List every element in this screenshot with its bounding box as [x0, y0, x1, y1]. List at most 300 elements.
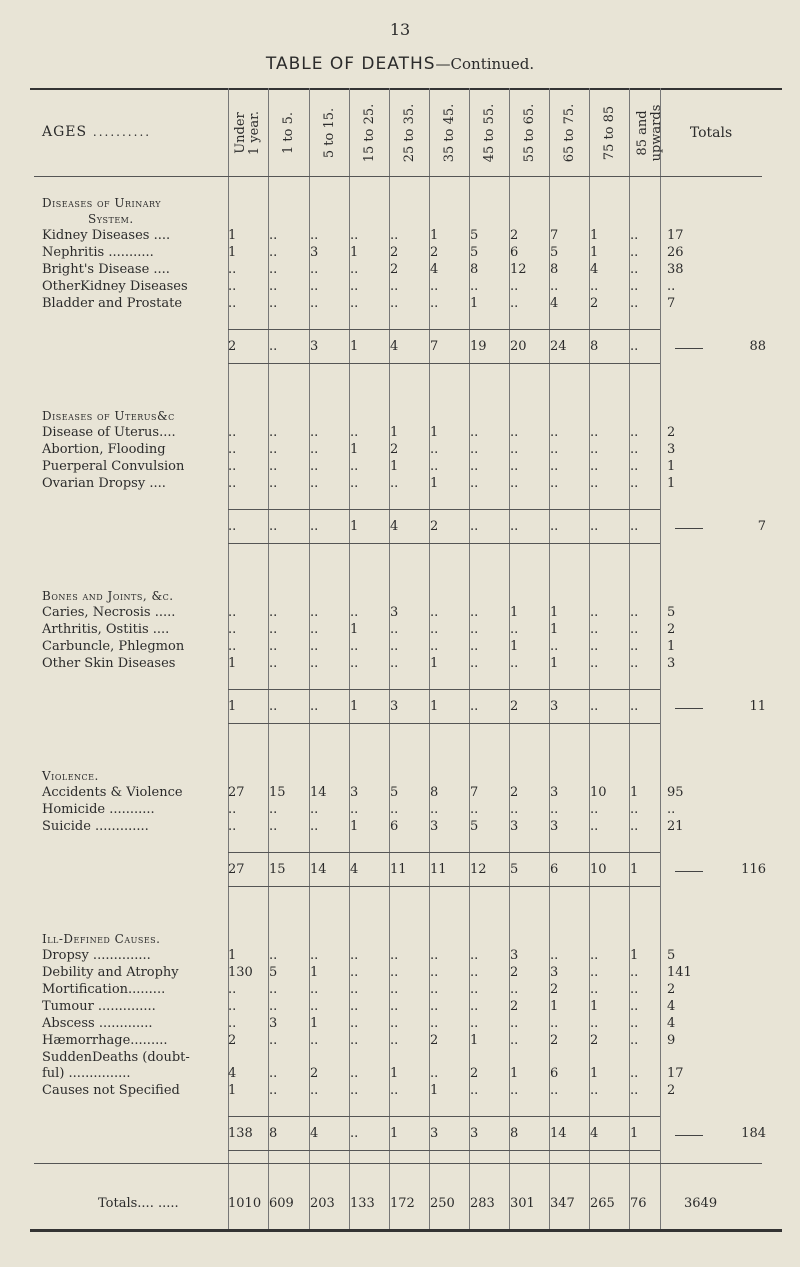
table-cell: .. [470, 999, 479, 1014]
table-cell: .. [390, 1083, 399, 1098]
column-header [550, 92, 590, 174]
subtotal-cell: 10 [590, 862, 607, 877]
table-cell: 2 [510, 228, 519, 243]
table-cell: .. [470, 442, 479, 457]
table-cell: 5 [269, 965, 278, 980]
subtotal-dash [675, 1135, 703, 1136]
table-cell: .. [630, 1066, 639, 1081]
section-grand-total: 11 [749, 699, 766, 714]
table-cell: .. [390, 802, 399, 817]
table-cell: 5 [470, 245, 479, 260]
table-cell: .. [470, 948, 479, 963]
table-cell: .. [630, 459, 639, 474]
table-cell: 1 [590, 228, 599, 243]
table-cell: .. [630, 1033, 639, 1048]
column-header-label: 55 to 65. [522, 103, 537, 163]
table-cell: .. [470, 639, 479, 654]
table-cell: .. [590, 279, 599, 294]
table-cell: .. [390, 965, 399, 980]
subtotal-cell: .. [228, 519, 237, 534]
table-cell: 2 [228, 1033, 237, 1048]
table-cell: 3 [550, 819, 559, 834]
table-cell: .. [228, 425, 237, 440]
table-cell: .. [430, 639, 439, 654]
table-cell: .. [310, 279, 319, 294]
table-cell: .. [350, 1016, 359, 1031]
row-label: Abscess ............. [42, 1016, 153, 1031]
table-cell: 27 [228, 785, 245, 800]
subtotal-cell: .. [550, 519, 559, 534]
column-header-label: 85 and upwards [635, 104, 664, 162]
column-header-label: 65 to 75. [562, 103, 577, 163]
table-cell: 1 [350, 245, 359, 260]
table-cell: .. [550, 476, 559, 491]
table-cell: .. [590, 1083, 599, 1098]
table-cell: .. [590, 948, 599, 963]
table-cell: .. [630, 656, 639, 671]
table-cell: .. [269, 1083, 278, 1098]
subtotal-cell: .. [350, 1126, 359, 1141]
column-header [590, 92, 630, 174]
subtotal-cell: .. [470, 519, 479, 534]
table-cell: 2 [390, 262, 399, 277]
table-cell: .. [630, 476, 639, 491]
table-cell: .. [269, 228, 278, 243]
table-cell: .. [269, 982, 278, 997]
table-cell: .. [390, 1016, 399, 1031]
table-cell: .. [590, 819, 599, 834]
totals-cell: 1010 [228, 1196, 262, 1211]
table-cell: .. [510, 622, 519, 637]
table-cell: .. [228, 639, 237, 654]
table-cell: 7 [470, 785, 479, 800]
table-cell: .. [228, 622, 237, 637]
table-cell: .. [510, 656, 519, 671]
table-cell: .. [310, 605, 319, 620]
table-cell: 2 [470, 1066, 479, 1081]
table-cell: 6 [510, 245, 519, 260]
column-header-label: 5 to 15. [322, 107, 337, 159]
table-cell: .. [269, 296, 278, 311]
subtotal-cell: .. [590, 519, 599, 534]
table-cell: 4 [550, 296, 559, 311]
table-cell: 1 [228, 245, 237, 260]
table-cell: .. [630, 639, 639, 654]
subtotal-cell: 5 [510, 862, 519, 877]
table-cell: .. [430, 982, 439, 997]
row-total: 1 [667, 639, 676, 654]
table-cell: 4 [590, 262, 599, 277]
table-cell: .. [350, 228, 359, 243]
column-header-label: 25 to 35. [402, 103, 417, 163]
table-cell: .. [269, 622, 278, 637]
table-cell: .. [590, 1016, 599, 1031]
row-label: Hæmorrhage......... [42, 1033, 168, 1048]
table-cell: 1 [228, 948, 237, 963]
table-cell: .. [430, 999, 439, 1014]
table-cell: 1 [510, 605, 519, 620]
table-cell: 8 [430, 785, 439, 800]
subtotal-rule-bottom [228, 1150, 660, 1151]
subtotal-cell: 1 [228, 699, 237, 714]
row-total: 2 [667, 425, 676, 440]
subtotal-cell: 20 [510, 339, 527, 354]
subtotal-cell: 138 [228, 1126, 253, 1141]
table-cell: 1 [590, 1066, 599, 1081]
table-cell: .. [510, 1033, 519, 1048]
totals-cell: 76 [630, 1196, 647, 1211]
section-grand-total: 88 [749, 339, 766, 354]
table-cell: .. [550, 802, 559, 817]
table-cell: .. [350, 982, 359, 997]
subtotal-cell: 1 [430, 699, 439, 714]
table-cell: .. [510, 982, 519, 997]
table-cell: 2 [430, 1033, 439, 1048]
table-cell: 1 [430, 1083, 439, 1098]
table-cell: .. [350, 296, 359, 311]
row-label: Causes not Specified [42, 1083, 180, 1098]
table-cell: .. [470, 459, 479, 474]
table-cell: 1 [390, 459, 399, 474]
table-cell: .. [550, 425, 559, 440]
row-total: 2 [667, 1083, 676, 1098]
table-cell: .. [470, 802, 479, 817]
section-grand-total: 7 [757, 519, 766, 534]
table-cell: .. [310, 639, 319, 654]
table-cell: 5 [470, 819, 479, 834]
table-cell: .. [310, 819, 319, 834]
totals-label: Totals.... ..... [98, 1196, 179, 1211]
table-cell: .. [390, 656, 399, 671]
column-header [510, 92, 550, 174]
table-cell: .. [630, 442, 639, 457]
table-cell: .. [310, 999, 319, 1014]
table-cell: 4 [430, 262, 439, 277]
table-cell: 1 [350, 819, 359, 834]
row-total: 38 [667, 262, 684, 277]
table-cell: .. [590, 605, 599, 620]
table-cell: 1 [550, 656, 559, 671]
subtotal-rule-bottom [228, 886, 660, 887]
table-cell: .. [269, 656, 278, 671]
table-cell: .. [430, 296, 439, 311]
table-cell: .. [310, 262, 319, 277]
table-cell: .. [310, 656, 319, 671]
table-cell: .. [269, 279, 278, 294]
table-cell: .. [510, 459, 519, 474]
page-number: 13 [389, 20, 411, 39]
table-cell: 2 [590, 296, 599, 311]
ages-header [42, 124, 151, 140]
section-title-line2: System. [88, 212, 134, 226]
column-header-label: 35 to 45. [442, 103, 457, 163]
row-label: Carbuncle, Phlegmon [42, 639, 185, 654]
table-cell: .. [590, 965, 599, 980]
table-cell: .. [269, 605, 278, 620]
table-cell: .. [350, 639, 359, 654]
subtotal-rule-top [228, 852, 660, 853]
subtotal-cell: 3 [310, 339, 319, 354]
table-cell: .. [590, 802, 599, 817]
table-cell: .. [350, 999, 359, 1014]
totals-cell: 347 [550, 1196, 575, 1211]
table-cell: 3 [269, 1016, 278, 1031]
table-cell: .. [590, 425, 599, 440]
totals-cell: 609 [269, 1196, 294, 1211]
table-cell: .. [630, 965, 639, 980]
table-cell: 1 [430, 476, 439, 491]
table-cell: .. [390, 948, 399, 963]
table-cell: 1 [430, 656, 439, 671]
title-continued: —Continued. [435, 55, 535, 73]
subtotal-cell: 8 [590, 339, 599, 354]
table-title [0, 54, 800, 74]
subtotal-cell: 4 [590, 1126, 599, 1141]
row-label-line2: ful) ............... [42, 1066, 131, 1081]
subtotal-cell: 14 [550, 1126, 567, 1141]
table-cell: .. [269, 245, 278, 260]
table-cell: .. [390, 476, 399, 491]
table-cell: .. [430, 605, 439, 620]
table-cell: 1 [590, 245, 599, 260]
table-cell: .. [269, 425, 278, 440]
row-total: .. [667, 802, 676, 817]
subtotal-cell: 11 [430, 862, 447, 877]
table-cell: .. [470, 476, 479, 491]
row-label: Mortification......... [42, 982, 166, 997]
column-header [470, 92, 510, 174]
table-cell: .. [269, 819, 278, 834]
table-cell: .. [630, 802, 639, 817]
table-cell: .. [310, 425, 319, 440]
table-cell: .. [550, 1083, 559, 1098]
table-cell: .. [430, 948, 439, 963]
subtotal-rule-top [228, 329, 660, 330]
table-cell: 8 [470, 262, 479, 277]
table-cell: .. [630, 605, 639, 620]
row-label: Bright's Disease .... [42, 262, 170, 277]
section-grand-total: 184 [741, 1126, 766, 1141]
table-cell: .. [550, 948, 559, 963]
row-label: Ovarian Dropsy .... [42, 476, 166, 491]
table-cell: 1 [350, 442, 359, 457]
table-cell: .. [470, 279, 479, 294]
table-cell: 1 [228, 656, 237, 671]
table-cell: .. [269, 459, 278, 474]
row-label: Other Skin Diseases [42, 656, 176, 671]
table-cell: 1 [590, 999, 599, 1014]
table-cell: 1 [310, 1016, 319, 1031]
table-cell: .. [350, 262, 359, 277]
row-label: Accidents & Violence [42, 785, 183, 800]
column-header-label: 1 to 5. [281, 112, 296, 154]
table-cell: 3 [350, 785, 359, 800]
subtotal-cell: 1 [350, 699, 359, 714]
subtotal-cell: 3 [390, 699, 399, 714]
subtotal-cell: 27 [228, 862, 245, 877]
table-cell: 1 [630, 785, 639, 800]
table-cell: .. [630, 1016, 639, 1031]
table-cell: .. [590, 656, 599, 671]
table-cell: 1 [470, 1033, 479, 1048]
table-cell: .. [350, 279, 359, 294]
subtotal-cell: .. [470, 699, 479, 714]
table-cell: .. [228, 819, 237, 834]
table-cell: .. [430, 965, 439, 980]
table-cell: .. [228, 262, 237, 277]
table-cell: .. [228, 476, 237, 491]
row-total: 9 [667, 1033, 676, 1048]
table-cell: .. [590, 459, 599, 474]
table-cell: .. [350, 965, 359, 980]
table-cell: .. [630, 228, 639, 243]
table-cell: .. [350, 605, 359, 620]
row-total: 2 [667, 622, 676, 637]
row-total: 17 [667, 1066, 684, 1081]
column-header-label: 45 to 55. [482, 103, 497, 163]
subtotal-cell: 15 [269, 862, 286, 877]
table-cell: .. [550, 442, 559, 457]
subtotal-cell: 1 [630, 1126, 639, 1141]
table-cell: .. [310, 459, 319, 474]
table-cell: .. [630, 622, 639, 637]
table-cell: 1 [550, 605, 559, 620]
table-cell: .. [310, 1083, 319, 1098]
subtotal-cell: .. [590, 699, 599, 714]
table-cell: .. [350, 1066, 359, 1081]
table-cell: .. [470, 1016, 479, 1031]
subtotal-cell: 24 [550, 339, 567, 354]
table-cell: .. [510, 279, 519, 294]
table-cell: 3 [430, 819, 439, 834]
row-label: Nephritis ........... [42, 245, 154, 260]
row-label: Suicide ............. [42, 819, 149, 834]
subtotal-cell: .. [630, 519, 639, 534]
totals-cell: 203 [310, 1196, 335, 1211]
subtotal-cell: 1 [350, 519, 359, 534]
subtotal-cell: 1 [350, 339, 359, 354]
table-cell: .. [590, 982, 599, 997]
table-cell: .. [350, 476, 359, 491]
table-cell: .. [590, 639, 599, 654]
row-label: Dropsy .............. [42, 948, 151, 963]
table-cell: 2 [390, 245, 399, 260]
table-cell: 2 [310, 1066, 319, 1081]
table-cell: .. [390, 639, 399, 654]
table-cell: .. [550, 279, 559, 294]
subtotal-cell: 12 [470, 862, 487, 877]
subtotal-dash [675, 348, 703, 349]
row-total: 1 [667, 459, 676, 474]
subtotal-cell: 19 [470, 339, 487, 354]
table-cell: .. [430, 622, 439, 637]
subtotal-cell: 6 [550, 862, 559, 877]
row-total: 95 [667, 785, 684, 800]
table-cell: .. [510, 802, 519, 817]
table-cell: .. [430, 1016, 439, 1031]
table-cell: .. [390, 279, 399, 294]
row-total: 141 [667, 965, 692, 980]
subtotal-cell: 4 [350, 862, 359, 877]
subtotal-cell: .. [510, 519, 519, 534]
table-cell: .. [630, 982, 639, 997]
subtotal-cell: 7 [430, 339, 439, 354]
subtotal-cell: .. [630, 339, 639, 354]
table-cell: .. [269, 442, 278, 457]
totals-cell: 283 [470, 1196, 495, 1211]
row-total: 1 [667, 476, 676, 491]
subtotal-cell: .. [269, 339, 278, 354]
table-cell: 5 [390, 785, 399, 800]
subtotal-cell: 3 [550, 699, 559, 714]
table-cell: .. [510, 425, 519, 440]
table-cell: 12 [510, 262, 527, 277]
table-cell: .. [310, 476, 319, 491]
subtotal-cell: 2 [430, 519, 439, 534]
table-cell: .. [390, 999, 399, 1014]
table-cell: 14 [310, 785, 327, 800]
subtotal-cell: 3 [430, 1126, 439, 1141]
table-cell: .. [350, 1033, 359, 1048]
table-cell: .. [390, 228, 399, 243]
table-cell: .. [470, 622, 479, 637]
section-title: Violence. [42, 769, 99, 783]
table-cell: 3 [390, 605, 399, 620]
table-cell: .. [269, 999, 278, 1014]
row-label: Arthritis, Ostitis .... [42, 622, 170, 637]
ages-dots: .......... [87, 125, 152, 139]
row-total: 4 [667, 999, 676, 1014]
subtotal-cell: 4 [390, 339, 399, 354]
table-cell: .. [430, 442, 439, 457]
subtotal-rule-top [228, 1116, 660, 1117]
totals-cell: 250 [430, 1196, 455, 1211]
table-cell: .. [510, 1083, 519, 1098]
section-title: Diseases of Urinary [42, 196, 162, 210]
table-cell: .. [228, 999, 237, 1014]
table-cell: .. [630, 262, 639, 277]
table-cell: .. [550, 1016, 559, 1031]
table-cell: .. [510, 476, 519, 491]
subtotal-cell: 4 [310, 1126, 319, 1141]
table-cell: .. [470, 1083, 479, 1098]
table-cell: .. [228, 605, 237, 620]
subtotal-cell: .. [630, 699, 639, 714]
row-total: 5 [667, 605, 676, 620]
subtotal-cell: .. [310, 519, 319, 534]
table-cell: .. [228, 296, 237, 311]
subtotal-dash [675, 708, 703, 709]
table-cell: .. [390, 1033, 399, 1048]
column-header-label: 15 to 25. [362, 103, 377, 163]
table-cell: .. [228, 279, 237, 294]
table-cell: .. [228, 442, 237, 457]
table-cell: .. [310, 296, 319, 311]
section-title: Bones and Joints, &c. [42, 589, 174, 603]
table-cell: .. [228, 1016, 237, 1031]
table-cell: .. [550, 639, 559, 654]
table-cell: 1 [228, 1083, 237, 1098]
row-label: Puerperal Convulsion [42, 459, 185, 474]
subtotal-dash [675, 528, 703, 529]
subtotal-dash [675, 871, 703, 872]
table-cell: .. [228, 802, 237, 817]
top-rule [30, 88, 782, 90]
column-header [310, 92, 350, 174]
subtotal-cell: .. [269, 519, 278, 534]
table-cell: 1 [350, 622, 359, 637]
row-label: Bladder and Prostate [42, 296, 183, 311]
